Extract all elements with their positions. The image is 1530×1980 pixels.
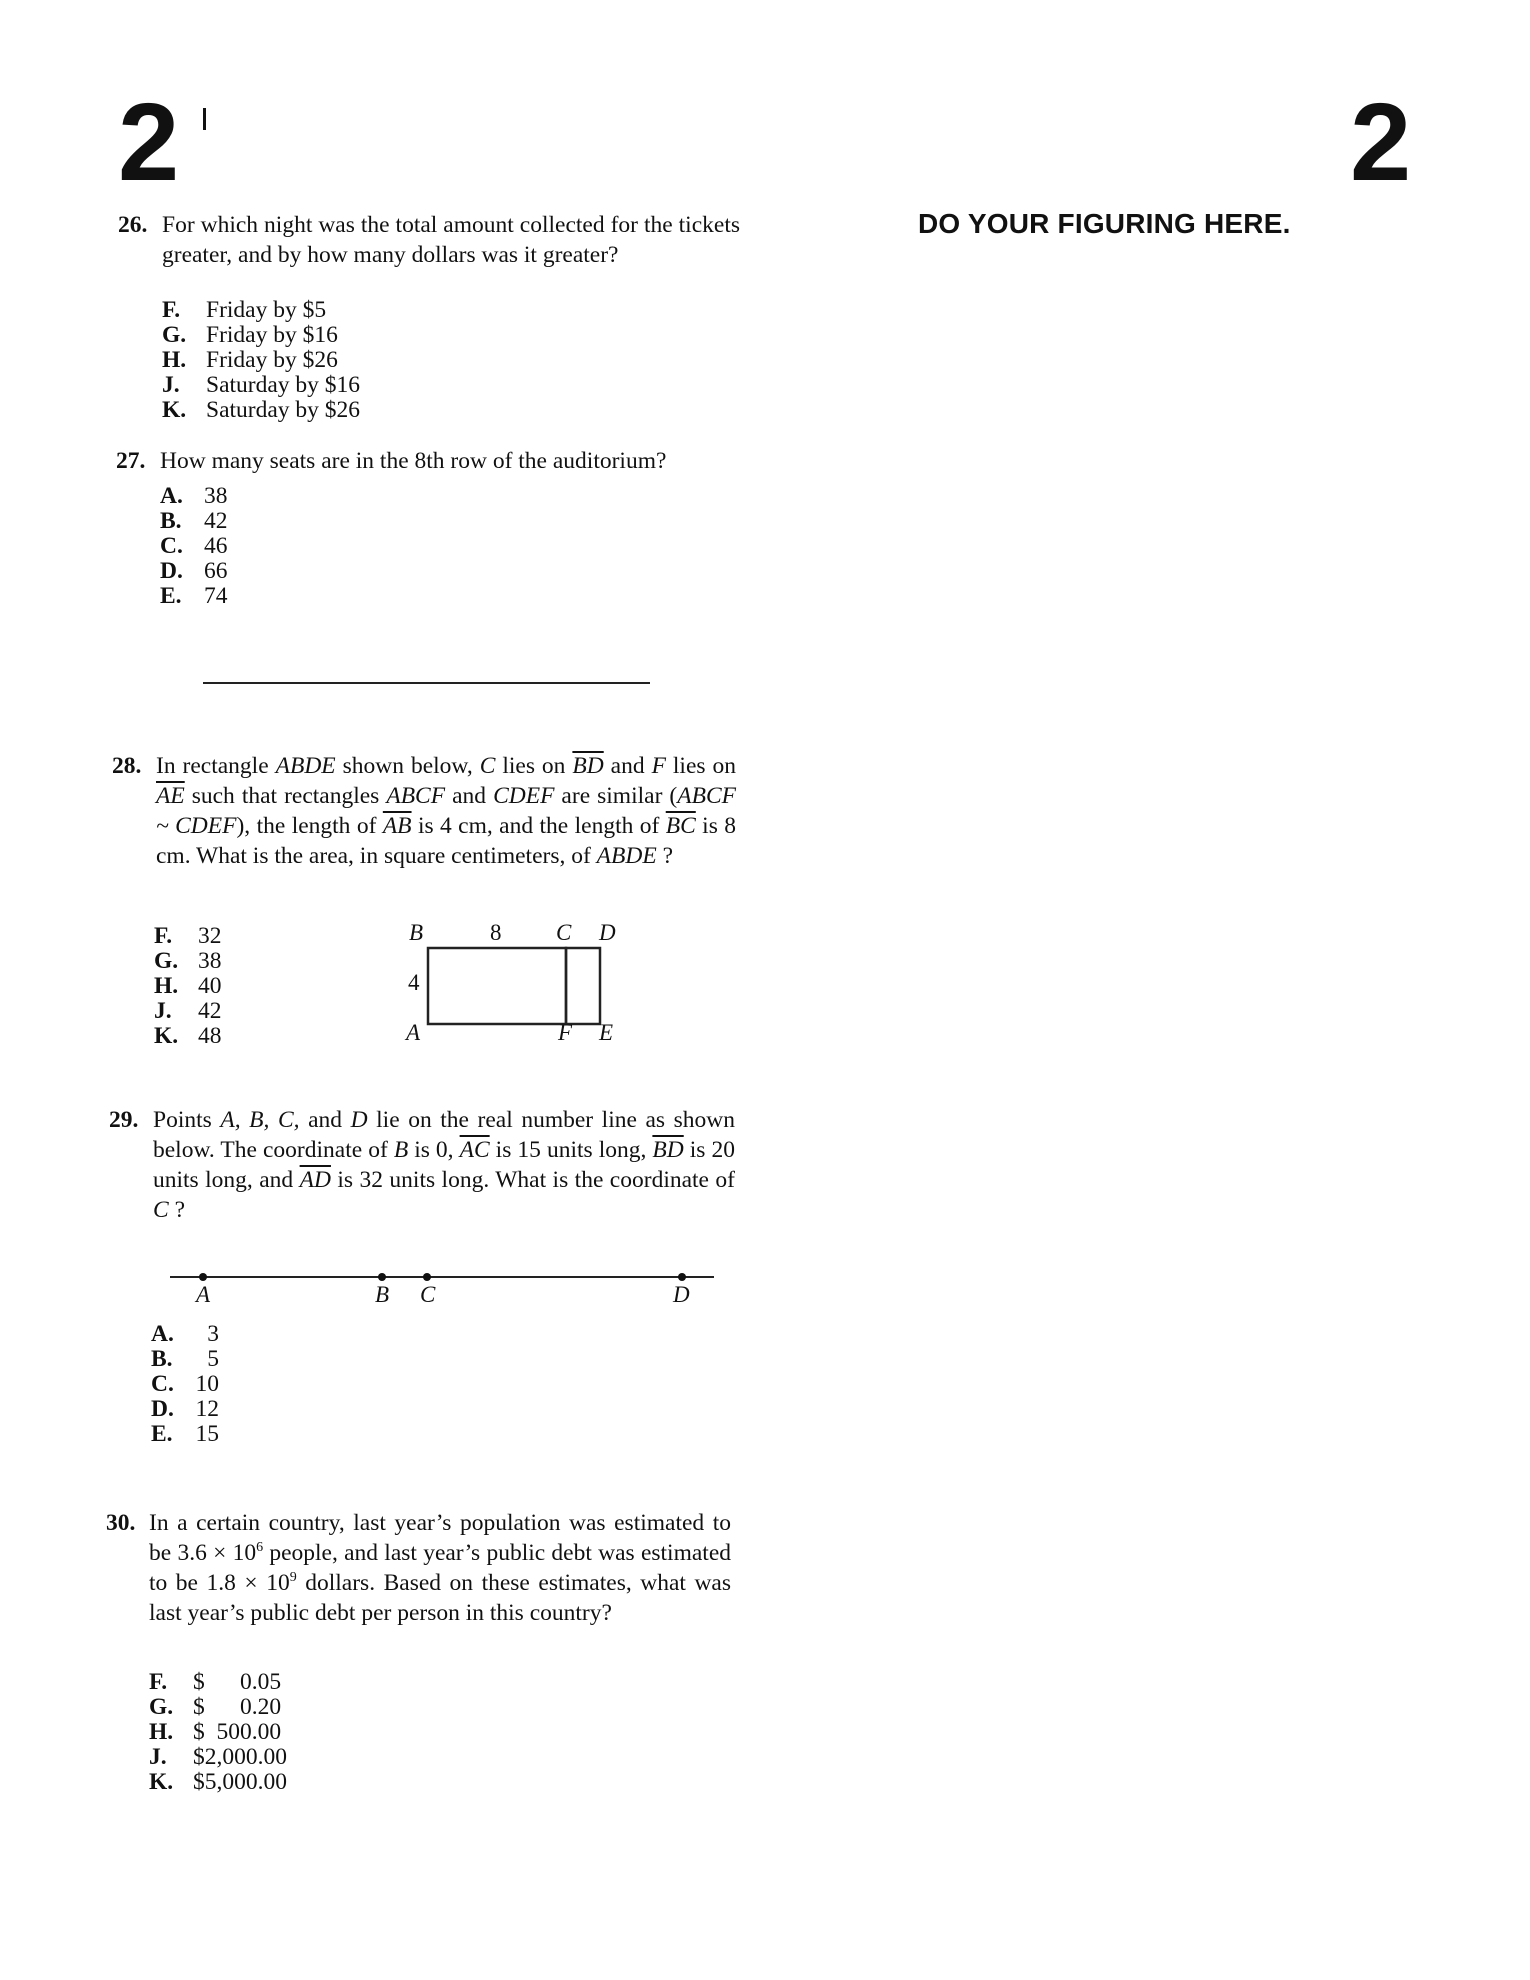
question-number: 27. [116,448,146,474]
answer-choice[interactable]: A. 3 [151,1321,219,1347]
answer-choice[interactable]: H. 40 [154,973,222,999]
figure-label-e: E [599,1020,614,1045]
answer-choices-28 [154,924,222,1049]
question-number: 29. [109,1107,139,1133]
answer-choice[interactable]: J. $2,000.00 [149,1744,287,1770]
answer-choice[interactable]: H. Friday by $26 [162,347,338,373]
figure-label-b: B [409,920,424,945]
answer-choice[interactable]: E. 74 [160,583,228,609]
number-line [168,1268,718,1288]
question-stem: How many seats are in the 8th row of the auditorium? [160,448,667,474]
answer-choices-27 [160,484,228,609]
numberline-label-c: C [420,1282,436,1307]
numberline-label-a: A [196,1282,211,1307]
figure-label-4: 4 [408,970,420,995]
answer-choice[interactable]: F. 32 [154,923,222,949]
answer-choice[interactable]: D. 12 [151,1396,219,1422]
header-tick-mark [203,108,206,130]
point-a [199,1273,207,1281]
answer-choices-30 [149,1670,287,1795]
answer-choice[interactable]: G. $ 0.20 [149,1694,282,1720]
answer-choice[interactable]: H. $ 500.00 [149,1719,282,1745]
rectangle-abcf [428,948,566,1024]
question-stem: In a certain country, last year’s population was estimated to be $3.6 \times 10^6$ people, and last year’s public debt was estimated to be $1.8 \times 10^9$ dollars. Based on these estimates, what was last year’s public debt per person in this country? [149,1510,732,1626]
question-number: 30. [106,1510,136,1536]
section-number-right: 2 [1350,81,1412,204]
point-b [378,1273,386,1281]
point-d [678,1273,686,1281]
answer-choice[interactable]: G. 38 [154,948,222,974]
question-stem: In rectangle ABDE shown below, C lies on $\overline{BD}$ and F lies on $\overline{AE}$ such that rectangles ABCF and CDEF are similar (ABCF ~ CDEF), the length of $\overline{AB}$ is 4 cm, and the length of $\overline{BC}$ is 8 cm. What is the area, in square centimeters, of ABDE ? [156,753,736,869]
figure-label-8: 8 [490,920,502,945]
question-number: 26. [118,212,148,238]
rectangle-figure [420,940,620,1040]
section-divider [203,682,650,684]
answer-choices-29 [151,1322,219,1447]
figure-label-a: A [406,1020,421,1045]
answer-choice[interactable]: J. 42 [154,998,222,1024]
figure-label-f: F [558,1020,573,1045]
answer-choice[interactable]: K. Saturday by $26 [162,397,361,423]
figuring-label: DO YOUR FIGURING HERE. [918,208,1291,239]
answer-choice[interactable]: K. $5,000.00 [149,1769,287,1795]
rectangle-cdef [566,948,600,1024]
answer-choice[interactable]: B. 42 [160,508,228,534]
answer-choice[interactable]: F. Friday by $5 [162,297,327,323]
answer-choice[interactable]: K. 48 [154,1023,222,1049]
question-stem: Points A, B, C, and D lie on the real number line as shown below. The coordinate of B is 0, $\overline{AC}$ is 15 units long, $\overline{BD}$ is 20 units long, and $\overline{AD}$ is 32 units long. What is the coordinate of C ? [153,1107,735,1223]
answer-choice[interactable]: D. 66 [160,558,228,584]
answer-choice[interactable]: A. 38 [160,483,228,509]
answer-choice[interactable]: F. $ 0.05 [149,1669,282,1695]
answer-choice[interactable]: E. 15 [151,1421,219,1447]
answer-choice[interactable]: B. 5 [151,1346,219,1372]
answer-choices-26 [162,298,360,423]
answer-choice[interactable]: G. Friday by $16 [162,322,338,348]
section-number-left: 2 [118,81,180,204]
answer-choice[interactable]: C. 46 [160,533,228,559]
point-c [423,1273,431,1281]
answer-choice[interactable]: C. 10 [151,1371,219,1397]
question-number: 28. [112,753,142,779]
figure-label-c: C [556,920,572,945]
figure-label-d: D [599,920,616,945]
answer-choice[interactable]: J. Saturday by $16 [162,372,361,398]
question-stem: For which night was the total amount collected for the tickets greater, and by how many dollars was it greater? [162,212,740,268]
numberline-label-b: B [375,1282,390,1307]
numberline-label-d: D [673,1282,690,1307]
